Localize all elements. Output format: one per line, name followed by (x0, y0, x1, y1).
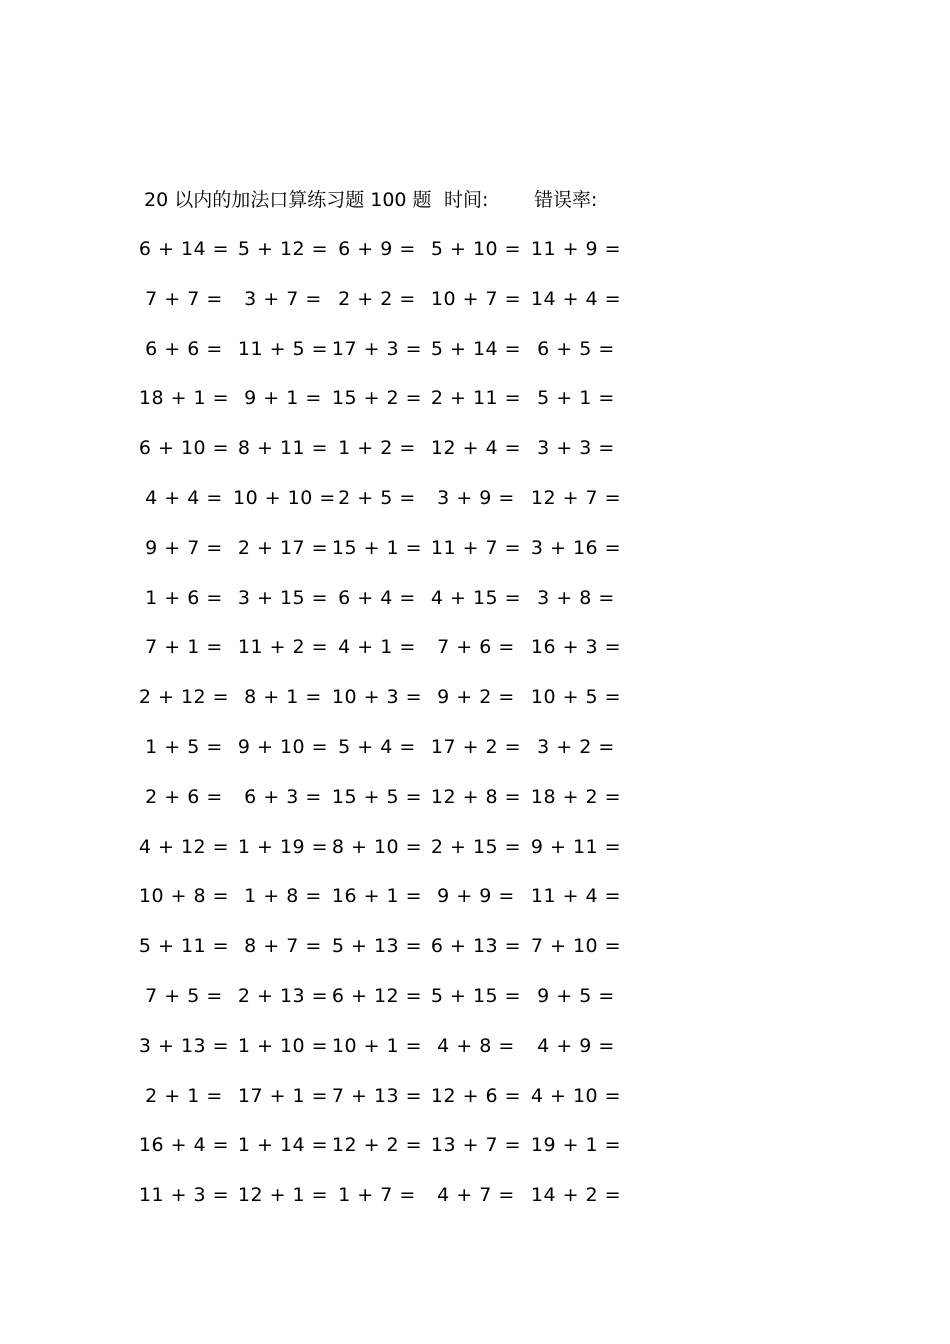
problem-row (0, 1081, 950, 1131)
problem-item: 10 + 10 = (233, 486, 336, 509)
problem-row (0, 533, 950, 583)
problem-row (0, 383, 950, 433)
problem-item: 11 + 5 = (237, 337, 329, 360)
problem-item: 2 + 12 = (138, 686, 230, 709)
problem-item: 12 + 7 = (530, 486, 622, 509)
problem-item: 3 + 15 = (237, 586, 329, 609)
problem-item: 5 + 13 = (331, 935, 423, 958)
problem-item: 5 + 4 = (338, 735, 416, 758)
problem-item: 2 + 5 = (338, 486, 416, 509)
problem-item: 9 + 11 = (530, 835, 622, 858)
problem-item: 17 + 2 = (430, 735, 522, 758)
problem-item: 5 + 1 = (537, 387, 615, 410)
problem-item: 4 + 8 = (437, 1034, 515, 1057)
problem-item: 4 + 10 = (530, 1084, 622, 1107)
problem-item: 9 + 2 = (437, 686, 515, 709)
problem-item: 2 + 6 = (145, 785, 223, 808)
problem-item: 5 + 12 = (237, 238, 329, 260)
problem-row (0, 284, 950, 334)
problem-item: 10 + 3 = (331, 686, 423, 709)
problem-item: 10 + 7 = (430, 287, 522, 310)
problem-item: 7 + 1 = (145, 636, 223, 659)
problem-item: 9 + 7 = (145, 536, 223, 559)
problem-item: 6 + 5 = (537, 337, 615, 360)
problem-row (0, 234, 950, 284)
problem-item: 12 + 8 = (430, 785, 522, 808)
problem-item: 16 + 3 = (530, 636, 622, 659)
problem-item: 1 + 5 = (145, 735, 223, 758)
problem-item: 6 + 12 = (331, 984, 423, 1007)
problem-item: 2 + 11 = (430, 387, 522, 410)
problem-item: 1 + 14 = (237, 1134, 329, 1157)
problem-item: 15 + 2 = (331, 387, 423, 410)
problem-row (0, 732, 950, 782)
problem-row (0, 981, 950, 1031)
problem-item: 6 + 3 = (244, 785, 322, 808)
problem-item: 5 + 15 = (430, 984, 522, 1007)
problem-item: 19 + 1 = (530, 1134, 622, 1157)
problem-row (0, 931, 950, 981)
problem-item: 16 + 4 = (138, 1134, 230, 1157)
error-rate-label: 错误率: (534, 189, 598, 211)
problem-item: 4 + 4 = (145, 486, 223, 509)
problem-item: 3 + 9 = (437, 486, 515, 509)
problem-item: 8 + 7 = (244, 935, 322, 958)
problem-item: 1 + 6 = (145, 586, 223, 609)
problem-item: 1 + 2 = (338, 437, 416, 460)
problem-item: 12 + 6 = (430, 1084, 522, 1107)
problem-item: 12 + 2 = (331, 1134, 423, 1157)
problem-row (0, 334, 950, 384)
problem-item: 3 + 3 = (537, 437, 615, 460)
problem-item: 2 + 17 = (237, 536, 329, 559)
problem-item: 17 + 3 = (331, 337, 423, 360)
problem-item: 3 + 2 = (537, 735, 615, 758)
problem-row (0, 1031, 950, 1081)
problem-item: 4 + 12 = (138, 835, 230, 858)
problem-item: 8 + 11 = (237, 437, 329, 460)
problem-item: 3 + 13 = (138, 1034, 230, 1057)
problem-item: 15 + 1 = (331, 536, 423, 559)
problem-row (0, 583, 950, 633)
problem-item: 7 + 5 = (145, 984, 223, 1007)
problem-item: 2 + 13 = (237, 984, 329, 1007)
problem-row (0, 1180, 950, 1230)
problem-item: 4 + 7 = (437, 1184, 515, 1207)
problem-item: 11 + 2 = (237, 636, 329, 659)
problem-item: 7 + 6 = (437, 636, 515, 659)
problem-item: 7 + 13 = (331, 1084, 423, 1107)
problem-item: 4 + 1 = (338, 636, 416, 659)
problem-item: 11 + 9 = (530, 238, 622, 260)
time-label: 时间: (444, 189, 489, 211)
problem-item: 2 + 1 = (145, 1084, 223, 1107)
problem-item: 17 + 1 = (237, 1084, 329, 1107)
problem-item: 14 + 4 = (530, 287, 622, 310)
problem-item: 1 + 7 = (338, 1184, 416, 1207)
problem-row (0, 682, 950, 732)
problem-item: 3 + 16 = (530, 536, 622, 559)
problem-item: 7 + 7 = (145, 287, 223, 310)
problem-item: 18 + 2 = (530, 785, 622, 808)
problem-row (0, 483, 950, 533)
problem-item: 16 + 1 = (331, 885, 423, 908)
problem-item: 11 + 4 = (530, 885, 622, 908)
problem-item: 6 + 4 = (338, 586, 416, 609)
problem-row (0, 632, 950, 682)
problem-item: 10 + 8 = (138, 885, 230, 908)
problem-item: 6 + 9 = (338, 238, 416, 260)
problem-item: 5 + 11 = (138, 935, 230, 958)
problem-row (0, 782, 950, 832)
problem-item: 12 + 1 = (237, 1184, 329, 1207)
problem-item: 11 + 3 = (138, 1184, 230, 1207)
problem-item: 6 + 10 = (138, 437, 230, 460)
problem-item: 10 + 5 = (530, 686, 622, 709)
problem-row (0, 433, 950, 483)
problem-grid (0, 234, 950, 1230)
problem-item: 12 + 4 = (430, 437, 522, 460)
problem-item: 8 + 10 = (331, 835, 423, 858)
problem-item: 9 + 5 = (537, 984, 615, 1007)
problem-item: 7 + 10 = (530, 935, 622, 958)
problem-item: 14 + 2 = (530, 1184, 622, 1207)
problem-item: 10 + 1 = (331, 1034, 423, 1057)
problem-item: 9 + 10 = (237, 735, 329, 758)
problem-item: 1 + 8 = (244, 885, 322, 908)
problem-item: 5 + 10 = (430, 238, 522, 260)
problem-item: 2 + 15 = (430, 835, 522, 858)
problem-item: 3 + 8 = (537, 586, 615, 609)
problem-item: 11 + 7 = (430, 536, 522, 559)
problem-item: 1 + 19 = (237, 835, 329, 858)
problem-item: 1 + 10 = (237, 1034, 329, 1057)
problem-item: 4 + 9 = (537, 1034, 615, 1057)
problem-item: 8 + 1 = (244, 686, 322, 709)
worksheet-title: 20 以内的加法口算练习题 100 题 (144, 189, 432, 211)
problem-item: 9 + 1 = (244, 387, 322, 410)
problem-item: 4 + 15 = (430, 586, 522, 609)
problem-item: 5 + 14 = (430, 337, 522, 360)
problem-item: 6 + 6 = (145, 337, 223, 360)
problem-item: 2 + 2 = (338, 287, 416, 310)
problem-item: 15 + 5 = (331, 785, 423, 808)
problem-item: 13 + 7 = (430, 1134, 522, 1157)
problem-item: 9 + 9 = (437, 885, 515, 908)
problem-item: 18 + 1 = (138, 387, 230, 410)
problem-item: 3 + 7 = (244, 287, 322, 310)
problem-item: 6 + 13 = (430, 935, 522, 958)
problem-row (0, 832, 950, 882)
problem-row (0, 881, 950, 931)
problem-row (0, 1130, 950, 1180)
problem-item: 6 + 14 = (138, 238, 230, 260)
